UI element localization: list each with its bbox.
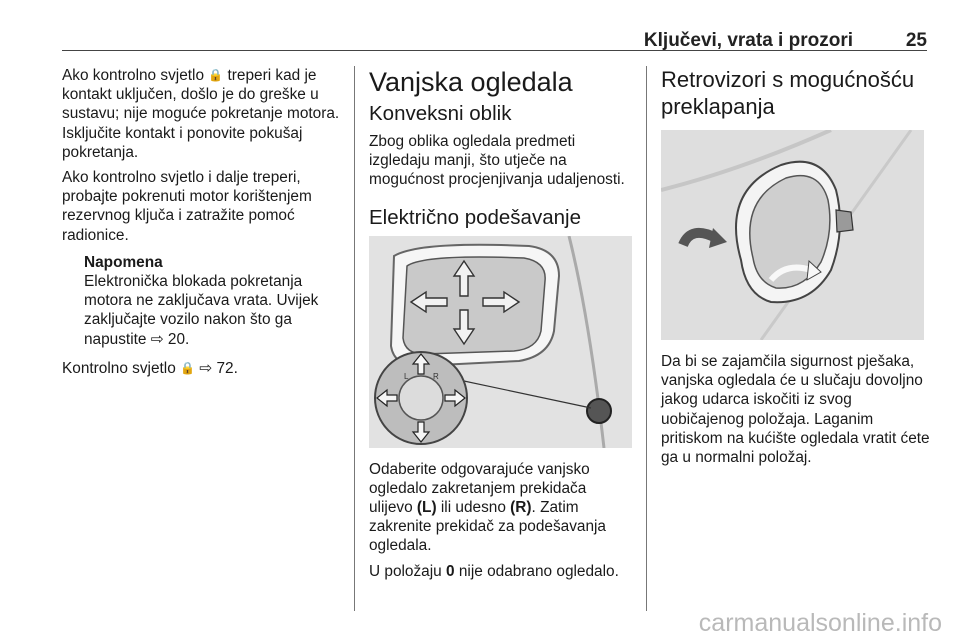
column-divider xyxy=(646,66,647,611)
text-span: ili udesno xyxy=(436,499,511,517)
text-span: Ako kontrolno svjetlo xyxy=(62,67,209,84)
column-2 xyxy=(369,66,634,587)
paragraph-folding: Da bi se zajamčila sigurnost pješaka, vanjska ogledala će u slučaju dovoljno jakog udarca iskočiti iz svog uobičajenog položaja. Laganim pritiskom na kućište ogledala vratit ćete ga u normalni položaj. xyxy=(661,353,930,467)
page-ref-icon[interactable]: ⇨ xyxy=(199,359,213,377)
page-number: 25 xyxy=(905,30,927,51)
header-rule xyxy=(62,50,927,51)
note-heading: Napomena xyxy=(84,253,163,271)
page-ref-number[interactable]: 72. xyxy=(212,359,238,377)
column-3 xyxy=(661,66,931,473)
page-header xyxy=(62,14,927,51)
text-span: . Zatim zakrenite prekidač za podešavanja ogledala. xyxy=(369,499,606,555)
text-span: Elektronička blokada pokretanja motora ne zaključava vrata. Uvijek zaključajte vozilo nakon što ga napustite xyxy=(84,273,319,348)
paragraph-immobiliser-warning xyxy=(62,66,347,162)
section-title: Ključevi, vrata i prozori xyxy=(643,30,853,51)
knob-label-left: L xyxy=(404,371,409,381)
column-1 xyxy=(62,66,347,384)
folding-mirror-figure xyxy=(661,130,924,340)
subheading-convex: Konveksni oblik xyxy=(369,102,512,125)
knob-label-right: R xyxy=(433,371,439,381)
paragraph-indicator-ref xyxy=(62,359,347,378)
paragraph-position-zero xyxy=(369,562,634,581)
immobiliser-icon: 🔒 xyxy=(180,360,196,375)
paragraph-spare-key: Ako kontrolno svjetlo i dalje treperi, probajte pokrenuti motor korištenjem rezervnog ključa i zatražite pomoć radionice. xyxy=(62,169,312,244)
text-span: treperi kad je kontakt uključen, došlo je do greške u sustavu; nije moguće pokretanje motora. Isključite kontakt i ponovite pokušaj pokretanja. xyxy=(62,67,340,161)
note-box xyxy=(84,253,347,349)
column-divider xyxy=(354,66,355,611)
subheading-electric-adjust: Električno podešavanje xyxy=(369,205,581,229)
text-span: Odaberite odgovarajuće vanjsko ogledalo zakretanjem prekidača ulijevo xyxy=(369,460,590,517)
note-text xyxy=(84,272,347,349)
watermark: carmanualsonline.info xyxy=(698,609,942,637)
paragraph-select-mirror xyxy=(369,460,634,556)
mirror-adjust-figure xyxy=(369,236,632,448)
text-span: U položaju xyxy=(369,562,446,580)
label-left: (L) xyxy=(416,499,437,517)
label-zero: 0 xyxy=(446,562,455,580)
paragraph-convex: Zbog oblika ogledala predmeti izgledaju manji, što utječe na mogućnost procjenjivanja udaljenosti. xyxy=(369,133,625,189)
page-ref-number[interactable]: 20. xyxy=(163,330,190,348)
text-span: Kontrolno svjetlo xyxy=(62,359,181,377)
immobiliser-icon: 🔒 xyxy=(208,68,224,82)
label-right: (R) xyxy=(510,499,532,517)
page-ref-icon[interactable]: ⇨ xyxy=(150,330,164,348)
heading-exterior-mirrors: Vanjska ogledala xyxy=(369,67,573,97)
text-span: nije odabrano ogledalo. xyxy=(454,562,619,580)
heading-folding-mirrors: Retrovizori s mogućnošću preklapanja xyxy=(661,67,915,119)
